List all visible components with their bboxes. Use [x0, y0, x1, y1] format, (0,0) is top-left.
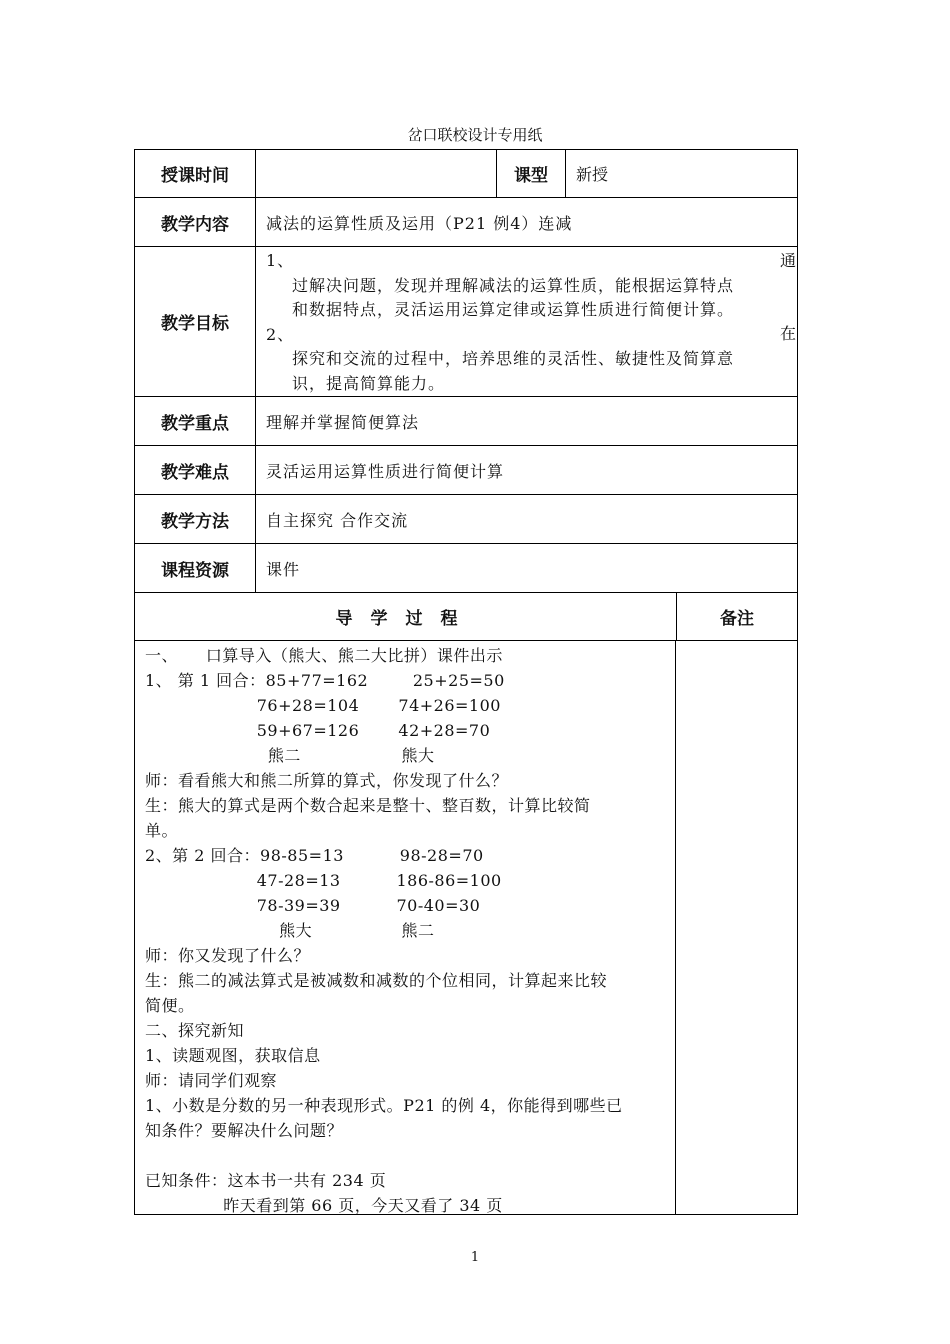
process-line: 知条件？要解决什么问题？	[145, 1121, 344, 1140]
process-line: 简便。	[145, 996, 195, 1015]
process-line: 师：你又发现了什么？	[145, 946, 311, 965]
goal1-line1: 过解决问题，发现并理解减法的运算性质，能根据运算特点	[292, 275, 735, 295]
process-line: 二、探究新知	[145, 1021, 245, 1040]
process-header: 导学过程	[135, 593, 677, 640]
time-label: 授课时间	[135, 150, 256, 197]
row-content	[134, 198, 798, 247]
notes-content	[676, 641, 797, 1214]
process-line: 生：熊大的算式是两个数合起来是整十、整百数，计算比较简	[145, 796, 591, 815]
row-method	[134, 495, 798, 544]
process-line: 1、 第 1 回合：85+77=162 25+25=50	[145, 671, 505, 690]
row-goals	[134, 247, 798, 397]
difficulty-label: 教学难点	[135, 446, 256, 494]
process-line: 熊二 熊大	[145, 746, 435, 765]
process-line: 单。	[145, 821, 179, 840]
content-value: 减法的运算性质及运用（P21 例4）连减	[266, 213, 573, 233]
row-resource	[134, 544, 798, 593]
process-line: 78-39=39 70-40=30	[145, 896, 481, 915]
goal1-line2: 和数据特点，灵活运用运算定律或运算性质进行简便计算。	[292, 300, 735, 319]
process-line: 47-28=13 186-86=100	[145, 871, 502, 890]
row-difficulty	[134, 446, 798, 495]
row-process-header	[134, 593, 798, 641]
difficulty-value: 灵活运用运算性质进行简便计算	[266, 461, 505, 481]
page-number: 1	[470, 1250, 480, 1265]
row-process-body	[134, 641, 798, 1215]
process-line: 2、第 2 回合：98-85=13 98-28=70	[145, 846, 484, 865]
method-value: 自主探究 合作交流	[266, 510, 409, 530]
resource-label: 课程资源	[135, 544, 256, 592]
goal-label: 教学目标	[135, 247, 256, 396]
process-line: 76+28=104 74+26=100	[145, 696, 501, 715]
resource-value: 课件	[266, 559, 301, 579]
process-line: 1、读题观图，获取信息	[145, 1046, 321, 1065]
process-line: 熊大 熊二	[145, 921, 435, 940]
method-label: 教学方法	[135, 495, 256, 543]
goal2-line1: 探究和交流的过程中，培养思维的灵活性、敏捷性及简算意	[292, 349, 735, 368]
process-line: 昨天看到第 66 页，今天又看了 34 页	[145, 1196, 503, 1215]
process-line: 生：熊二的减法算式是被减数和减数的个位相同，计算起来比较	[145, 971, 608, 990]
goal2-tail: 在	[779, 324, 797, 343]
row-focus	[134, 397, 798, 446]
process-line: 师：看看熊大和熊二所算的算式，你发现了什么？	[145, 771, 509, 790]
process-line: 已知条件：这本书一共有 234 页	[145, 1171, 387, 1190]
focus-label: 教学重点	[135, 397, 256, 445]
content-label: 教学内容	[135, 198, 256, 246]
goal-text	[256, 247, 797, 396]
page-header: 岔口联校设计专用纸	[407, 126, 543, 144]
type-value: 新授	[576, 165, 609, 184]
process-line: 1、小数是分数的另一种表现形式。P21 的例 4，你能得到哪些已	[145, 1096, 623, 1115]
lesson-plan-table	[134, 149, 798, 1215]
type-label: 课型	[497, 150, 566, 197]
process-line	[145, 1143, 675, 1168]
time-value	[256, 150, 497, 197]
goal2-line2: 识，提高简算能力。	[292, 373, 446, 393]
process-content	[135, 641, 676, 1214]
process-line: 师：请同学们观察	[145, 1071, 278, 1090]
goal1-tail: 通	[779, 251, 797, 270]
notes-header: 备注	[720, 609, 754, 629]
goal2-number: 2、	[266, 324, 295, 344]
process-line: 59+67=126 42+28=70	[145, 721, 491, 740]
focus-value: 理解并掌握简便算法	[266, 412, 420, 432]
process-line: 一、 口算导入（熊大、熊二大比拼）课件出示	[145, 646, 503, 665]
row-class-time	[134, 149, 798, 198]
goal1-number: 1、	[266, 251, 295, 270]
